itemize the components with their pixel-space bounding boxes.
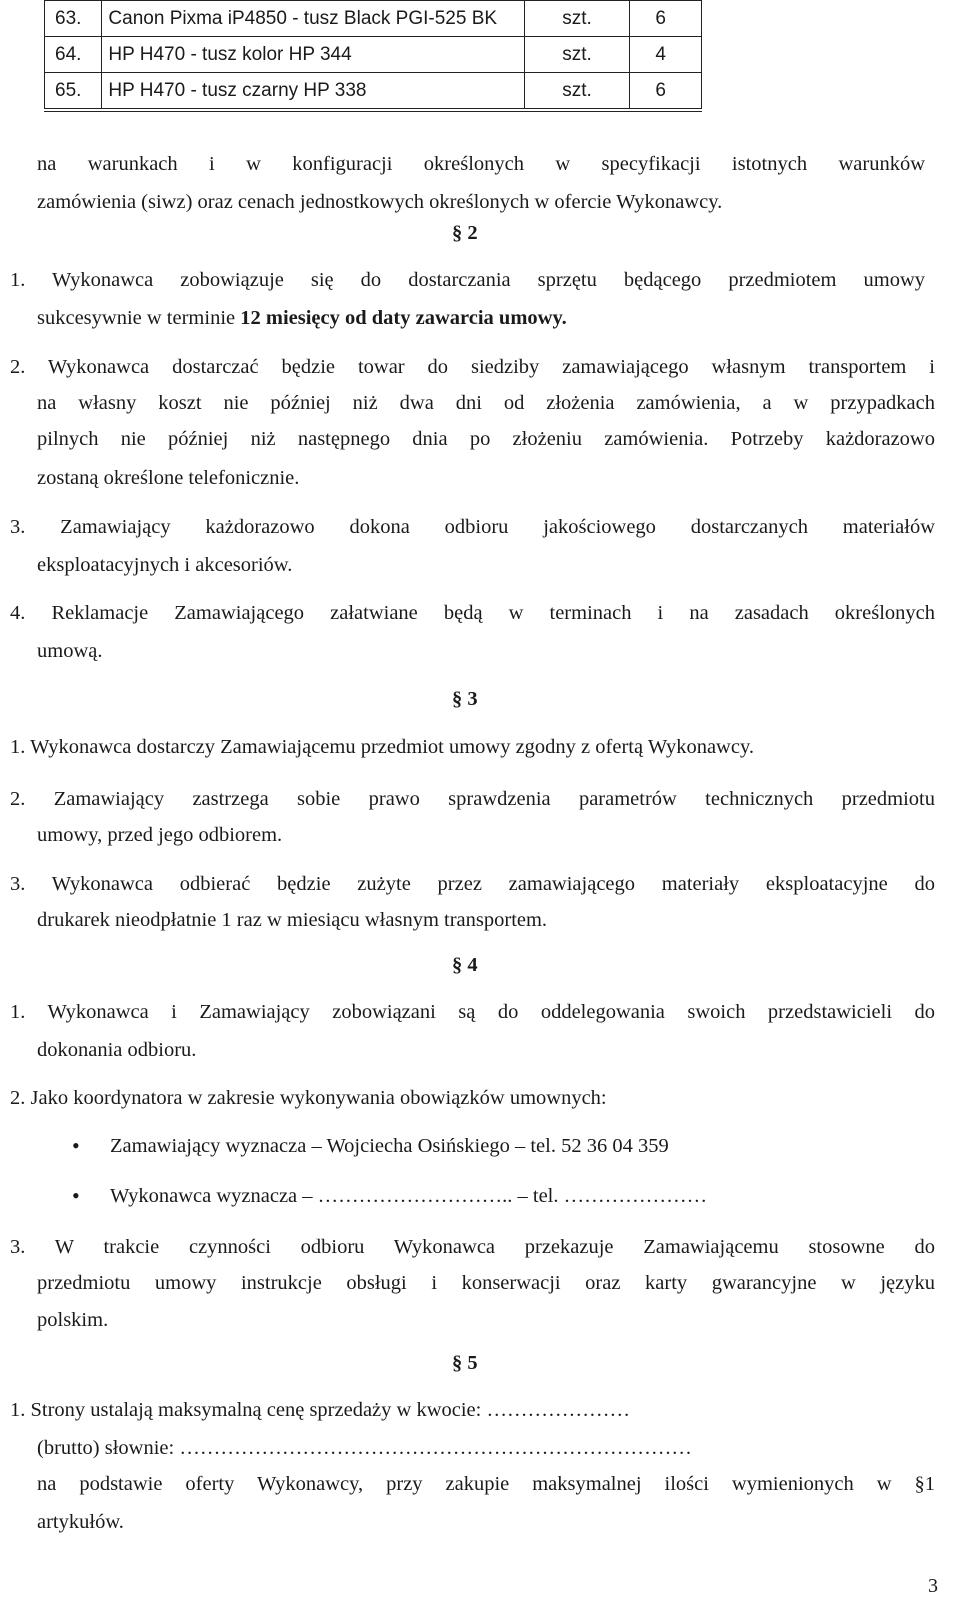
row-number: 65. — [45, 73, 102, 111]
section-heading: § 4 — [452, 954, 478, 976]
item-name: HP H470 - tusz kolor HP 344 — [102, 37, 524, 73]
item-quantity: 6 — [630, 1, 702, 37]
section-heading: § 2 — [452, 222, 478, 244]
paragraph-text: sukcesywnie w terminie — [37, 307, 241, 329]
section-heading: § 3 — [452, 688, 478, 710]
table-row — [45, 37, 702, 73]
item-unit: szt. — [524, 1, 630, 37]
paragraph-line: 4. Reklamacje Zamawiającego załatwiane będą w terminach i na zasadach określonych — [10, 602, 935, 624]
paragraph-line: 1. Wykonawca zobowiązuje się do dostarczania sprzętu będącego przedmiotem umowy — [10, 269, 925, 291]
row-number: 63. — [45, 1, 102, 37]
item-name: Canon Pixma iP4850 - tusz Black PGI-525 BK — [102, 1, 524, 37]
paragraph-line: umową. — [37, 640, 103, 662]
items-table — [44, 0, 702, 112]
paragraph-line: 2. Wykonawca dostarczać będzie towar do siedziby zamawiającego własnym transportem i — [10, 356, 935, 378]
paragraph-line: eksploatacyjnych i akcesoriów. — [37, 554, 293, 576]
paragraph-line: polskim. — [37, 1309, 109, 1331]
paragraph-line: na własny koszt nie później niż dwa dni od złożenia zamówienia, a w przypadkach — [37, 392, 935, 414]
item-unit: szt. — [524, 37, 630, 73]
section-heading: § 5 — [452, 1352, 478, 1374]
intro-line: zamówienia (siwz) oraz cenach jednostkowych określonych w ofercie Wykonawcy. — [37, 191, 723, 213]
paragraph-line: dokonania odbioru. — [37, 1039, 197, 1061]
item-unit: szt. — [524, 73, 630, 111]
intro-line: na warunkach i w konfiguracji określonych w specyfikacji istotnych warunków — [37, 153, 925, 175]
paragraph-line: (brutto) słownie: ………………………………………………………………… — [37, 1437, 692, 1459]
paragraph-line: 1. Wykonawca i Zamawiający zobowiązani są do oddelegowania swoich przedstawicieli do — [10, 1001, 935, 1023]
paragraph-line: 1. Strony ustalają maksymalną cenę sprzedaży w kwocie: ………………… — [10, 1399, 630, 1421]
bullet-icon: • — [72, 1183, 80, 1208]
paragraph-line: umowy, przed jego odbiorem. — [37, 824, 283, 846]
paragraph-line — [37, 306, 567, 330]
paragraph-line: 2. Zamawiający zastrzega sobie prawo sprawdzenia parametrów technicznych przedmiotu — [10, 788, 935, 810]
paragraph-line: na podstawie oferty Wykonawcy, przy zakupie maksymalnej ilości wymienionych w §1 — [37, 1473, 935, 1495]
bullet-icon: • — [72, 1133, 80, 1158]
paragraph-line: pilnych nie później niż następnego dnia po złożeniu zamówienia. Potrzeby każdorazowo — [37, 428, 935, 450]
list-item: Wykonawca wyznacza – ……………………….. – tel. ………………… — [110, 1185, 708, 1207]
paragraph-line: drukarek nieodpłatnie 1 raz w miesiącu własnym transportem. — [37, 909, 548, 931]
table-row — [45, 1, 702, 37]
deadline-text: 12 miesięcy od daty zawarcia umowy. — [240, 307, 567, 329]
paragraph-line: zostaną określone telefonicznie. — [37, 467, 300, 489]
table-row — [45, 73, 702, 111]
paragraph-line: artykułów. — [37, 1511, 124, 1533]
paragraph-line: 3. Wykonawca odbierać będzie zużyte przez zamawiającego materiały eksploatacyjne do — [10, 873, 935, 895]
item-quantity: 6 — [630, 73, 702, 111]
paragraph-line: przedmiotu umowy instrukcje obsługi i konserwacji oraz karty gwarancyjne w języku — [37, 1272, 935, 1294]
paragraph-line: 3. Zamawiający każdorazowo dokona odbioru jakościowego dostarczanych materiałów — [10, 516, 935, 538]
list-item: Zamawiający wyznacza – Wojciecha Osińskiego – tel. 52 36 04 359 — [110, 1135, 669, 1157]
paragraph-line: 3. W trakcie czynności odbioru Wykonawca przekazuje Zamawiającemu stosowne do — [10, 1236, 935, 1258]
page-number: 3 — [928, 1575, 938, 1597]
row-number: 64. — [45, 37, 102, 73]
paragraph-line: 2. Jako koordynatora w zakresie wykonywania obowiązków umownych: — [10, 1087, 607, 1109]
item-quantity: 4 — [630, 37, 702, 73]
item-name: HP H470 - tusz czarny HP 338 — [102, 73, 524, 111]
paragraph-line: 1. Wykonawca dostarczy Zamawiającemu przedmiot umowy zgodny z ofertą Wykonawcy. — [10, 736, 754, 758]
